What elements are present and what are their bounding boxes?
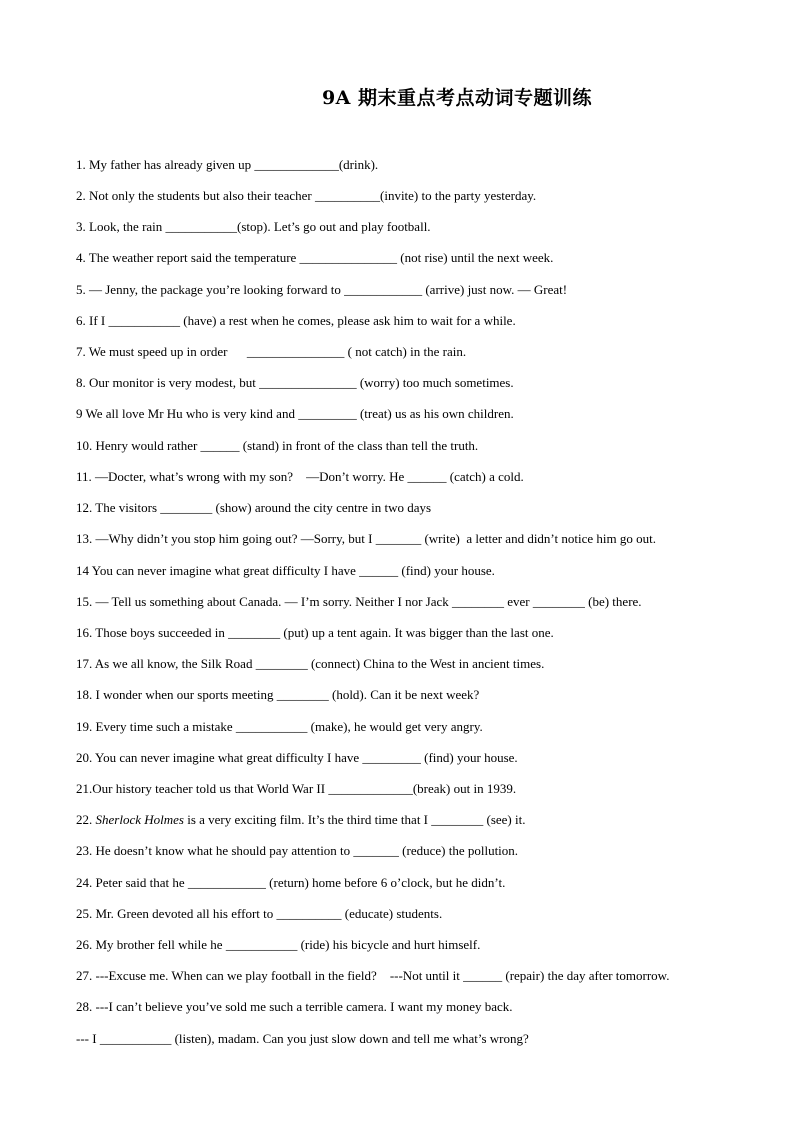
question-22-text: is a very exciting film. It’s the third time that I ________ (see) it. [183, 812, 526, 827]
question-2: 2. Not only the students but also their teacher __________(invite) to the party yesterday. [76, 188, 537, 203]
question-24: 24. Peter said that he ____________ (return) home before 6 o’clock, but he didn’t. [76, 875, 506, 890]
question-4: 4. The weather report said the temperature _______________ (not rise) until the next week. [76, 250, 554, 265]
question-15: 15. — Tell us something about Canada. — I’m sorry. Neither I nor Jack ________ ever ________ (be) there. [76, 594, 642, 609]
question-11: 11. —Docter, what’s wrong with my son? —Don’t worry. He ______ (catch) a cold. [76, 469, 524, 484]
question-27: 27. ---Excuse me. When can we play football in the field? ---Not until it ______ (repair) the day after tomorrow. [76, 968, 670, 983]
question-6: 6. If I ___________ (have) a rest when he comes, please ask him to wait for a while. [76, 313, 516, 328]
question-25: 25. Mr. Green devoted all his effort to __________ (educate) students. [76, 906, 443, 921]
question-9: 9 We all love Mr Hu who is very kind and _________ (treat) us as his own children. [76, 406, 514, 421]
question-10: 10. Henry would rather ______ (stand) in front of the class than tell the truth. [76, 438, 479, 453]
question-14: 14 You can never imagine what great difficulty I have ______ (find) your house. [76, 563, 495, 578]
question-23: 23. He doesn’t know what he should pay attention to _______ (reduce) the pollution. [76, 843, 519, 858]
question-22-film-title: Sherlock Holmes [95, 812, 184, 827]
question-22-number: 22. [76, 812, 96, 827]
question-28-line-1: 28. ---I can’t believe you’ve sold me such a terrible camera. I want my money back. [76, 999, 513, 1014]
question-5: 5. — Jenny, the package you’re looking forward to ____________ (arrive) just now. — Great! [76, 282, 568, 297]
question-8: 8. Our monitor is very modest, but _______________ (worry) too much sometimes. [76, 375, 514, 390]
question-1: 1. My father has already given up _____________(drink). [76, 157, 379, 172]
page-title: 9A 期末重点考点动词专题训练 [321, 87, 593, 109]
question-21: 21.Our history teacher told us that World War II _____________(break) out in 1939. [76, 781, 517, 796]
question-18: 18. I wonder when our sports meeting ________ (hold). Can it be next week? [76, 687, 480, 702]
question-28-line-2: --- I ___________ (listen), madam. Can you just slow down and tell me what’s wrong? [76, 1031, 529, 1046]
question-20: 20. You can never imagine what great difficulty I have _________ (find) your house. [76, 750, 518, 765]
question-13: 13. —Why didn’t you stop him going out? —Sorry, but I _______ (write) a letter and didn’t notice him go out. [76, 531, 656, 546]
question-16: 16. Those boys succeeded in ________ (put) up a tent again. It was bigger than the last one. [76, 625, 554, 640]
question-22 [76, 812, 766, 828]
question-26: 26. My brother fell while he ___________ (ride) his bicycle and hurt himself. [76, 937, 481, 952]
question-7: 7. We must speed up in order _______________ ( not catch) in the rain. [76, 344, 467, 359]
question-19: 19. Every time such a mistake ___________ (make), he would get very angry. [76, 719, 483, 734]
question-17: 17. As we all know, the Silk Road ________ (connect) China to the West in ancient times. [76, 656, 545, 671]
question-12: 12. The visitors ________ (show) around the city centre in two days [76, 500, 432, 515]
question-3: 3. Look, the rain ___________(stop). Let’s go out and play football. [76, 219, 431, 234]
